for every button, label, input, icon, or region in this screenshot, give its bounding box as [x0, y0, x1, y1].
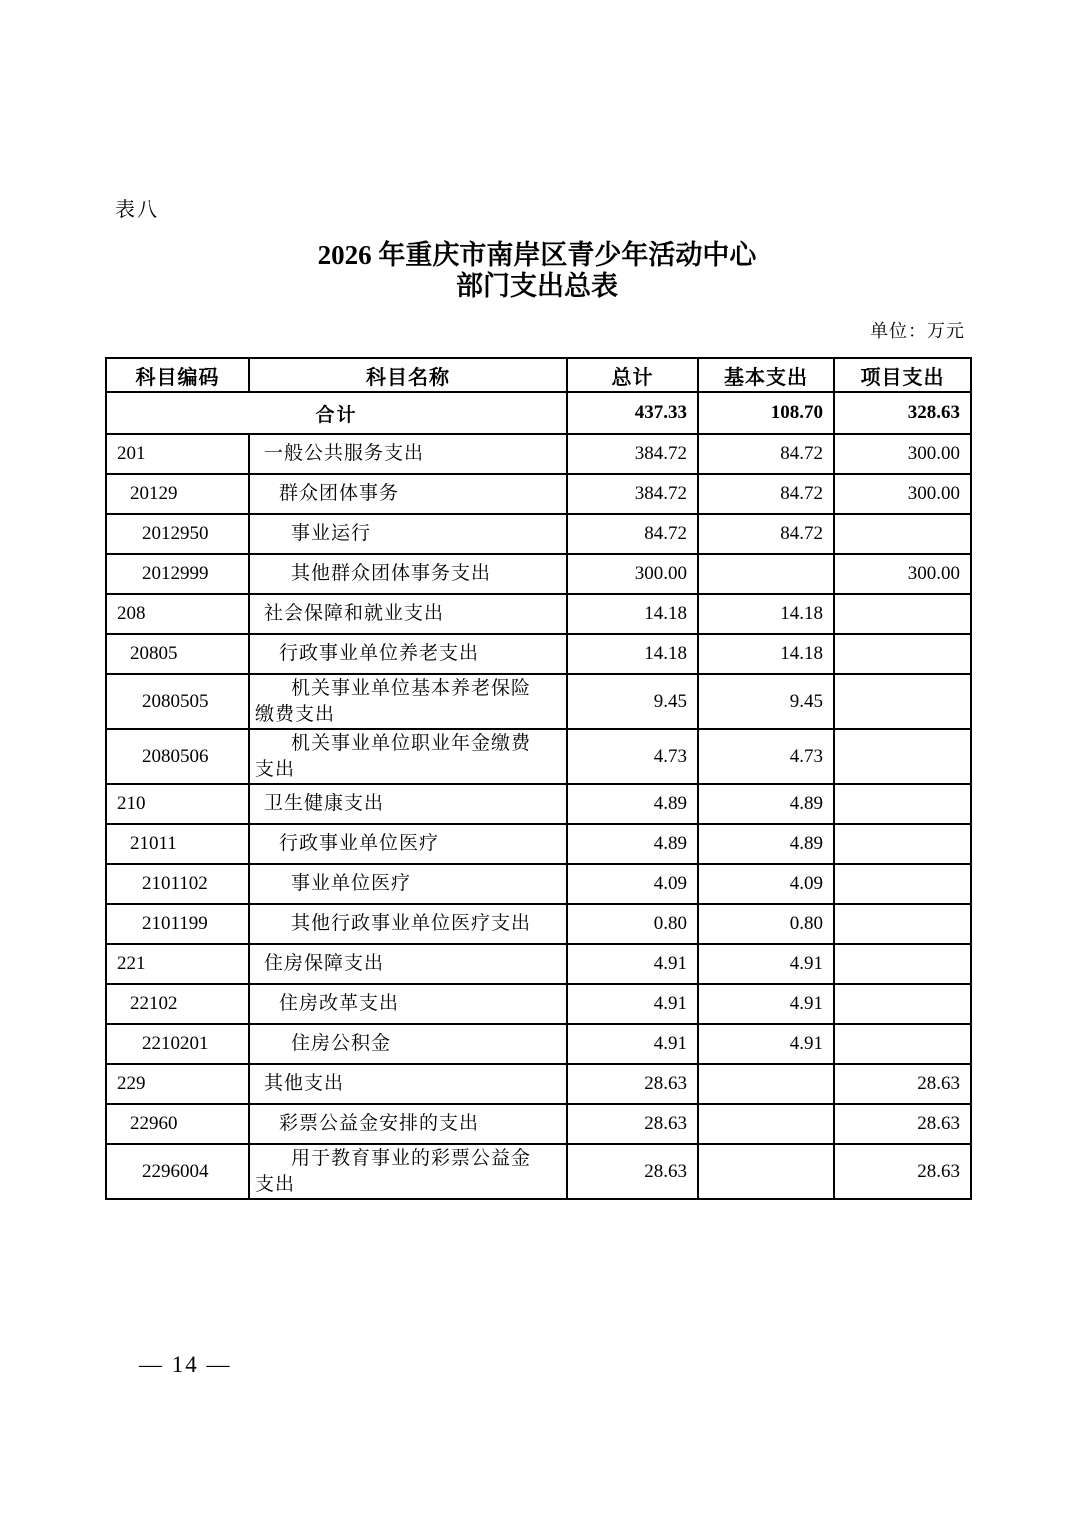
project-cell: [834, 729, 971, 784]
code-cell: 20805: [106, 634, 249, 674]
basic-cell: 4.89: [698, 824, 834, 864]
code-cell: 2080505: [106, 674, 249, 729]
name-cell: 一般公共服务支出: [249, 434, 567, 474]
table-row: [106, 784, 971, 824]
unit-note: 单位：万元: [870, 321, 965, 341]
document-title: [0, 240, 1074, 302]
total-cell: 28.63: [567, 1144, 698, 1199]
total-cell: 84.72: [567, 514, 698, 554]
total-cell: 4.91: [567, 1024, 698, 1064]
total-cell: 9.45: [567, 674, 698, 729]
total-cell: 14.18: [567, 594, 698, 634]
code-cell: 2012999: [106, 554, 249, 594]
table-number-label: 表八: [115, 199, 159, 221]
document-title-line2: 部门支出总表: [456, 271, 618, 301]
grand-total-project-cell: 328.63: [834, 392, 971, 434]
table-row: [106, 514, 971, 554]
header-cell-subject-name: 科目名称: [249, 358, 567, 392]
table-row: [106, 1024, 971, 1064]
code-cell: 22960: [106, 1104, 249, 1144]
code-cell: 2296004: [106, 1144, 249, 1199]
total-cell: 28.63: [567, 1104, 698, 1144]
code-cell: 2012950: [106, 514, 249, 554]
code-cell: 229: [106, 1064, 249, 1104]
total-cell: 4.89: [567, 784, 698, 824]
code-cell: 2210201: [106, 1024, 249, 1064]
basic-cell: 4.73: [698, 729, 834, 784]
basic-cell: [698, 554, 834, 594]
total-cell: 14.18: [567, 634, 698, 674]
total-cell: 28.63: [567, 1064, 698, 1104]
basic-cell: 14.18: [698, 594, 834, 634]
total-cell: 4.09: [567, 864, 698, 904]
project-cell: 300.00: [834, 474, 971, 514]
table-row: [106, 474, 971, 514]
header-cell-total: 总计: [567, 358, 698, 392]
grand-total-basic-cell: 108.70: [698, 392, 834, 434]
project-cell: [834, 514, 971, 554]
code-cell: 221: [106, 944, 249, 984]
name-cell: 事业运行: [249, 514, 567, 554]
table-row: [106, 1104, 971, 1144]
table-row: [106, 984, 971, 1024]
code-cell: 21011: [106, 824, 249, 864]
total-cell: 300.00: [567, 554, 698, 594]
table-row: [106, 1064, 971, 1104]
table-row: [106, 554, 971, 594]
basic-cell: 84.72: [698, 514, 834, 554]
name-cell: 住房改革支出: [249, 984, 567, 1024]
basic-cell: 9.45: [698, 674, 834, 729]
basic-cell: 4.09: [698, 864, 834, 904]
grand-total-label: 合计: [106, 392, 567, 434]
header-cell-project-expenditure: 项目支出: [834, 358, 971, 392]
project-cell: 28.63: [834, 1064, 971, 1104]
name-cell: 其他支出: [249, 1064, 567, 1104]
total-cell: 0.80: [567, 904, 698, 944]
table-row: [106, 434, 971, 474]
project-cell: [834, 824, 971, 864]
table-row: [106, 864, 971, 904]
code-cell: 210: [106, 784, 249, 824]
basic-cell: 4.91: [698, 1024, 834, 1064]
project-cell: [834, 594, 971, 634]
name-cell: 行政事业单位医疗: [249, 824, 567, 864]
project-cell: 300.00: [834, 434, 971, 474]
table-row: [106, 594, 971, 634]
code-cell: 208: [106, 594, 249, 634]
table-row: [106, 634, 971, 674]
grand-total-row: [106, 392, 971, 434]
total-cell: 4.73: [567, 729, 698, 784]
total-cell: 4.91: [567, 944, 698, 984]
project-cell: [834, 864, 971, 904]
table-row: [106, 729, 971, 784]
table-row: [106, 1144, 971, 1199]
name-cell: 行政事业单位养老支出: [249, 634, 567, 674]
total-cell: 4.89: [567, 824, 698, 864]
project-cell: 28.63: [834, 1144, 971, 1199]
total-cell: 384.72: [567, 434, 698, 474]
document-title-line1: 2026 年重庆市南岸区青少年活动中心: [317, 240, 757, 270]
project-cell: [834, 1024, 971, 1064]
project-cell: 28.63: [834, 1104, 971, 1144]
basic-cell: 84.72: [698, 434, 834, 474]
code-cell: 20129: [106, 474, 249, 514]
project-cell: [834, 984, 971, 1024]
table-row: [106, 904, 971, 944]
project-cell: [834, 784, 971, 824]
name-cell: 卫生健康支出: [249, 784, 567, 824]
project-cell: [834, 944, 971, 984]
name-cell: 机关事业单位职业年金缴费支出: [249, 729, 567, 784]
project-cell: 300.00: [834, 554, 971, 594]
name-cell: 住房保障支出: [249, 944, 567, 984]
basic-cell: 84.72: [698, 474, 834, 514]
project-cell: [834, 674, 971, 729]
project-cell: [834, 904, 971, 944]
basic-cell: 4.89: [698, 784, 834, 824]
name-cell: 其他行政事业单位医疗支出: [249, 904, 567, 944]
basic-cell: [698, 1144, 834, 1199]
table-row: [106, 674, 971, 729]
page-number: — 14 —: [139, 1352, 232, 1377]
project-cell: [834, 634, 971, 674]
table-row: [106, 944, 971, 984]
name-cell: 其他群众团体事务支出: [249, 554, 567, 594]
basic-cell: 4.91: [698, 944, 834, 984]
table-header-row: [106, 358, 971, 392]
header-cell-basic-expenditure: 基本支出: [698, 358, 834, 392]
header-cell-subject-code: 科目编码: [106, 358, 249, 392]
name-cell: 机关事业单位基本养老保险缴费支出: [249, 674, 567, 729]
code-cell: 201: [106, 434, 249, 474]
basic-cell: 4.91: [698, 984, 834, 1024]
total-cell: 384.72: [567, 474, 698, 514]
table-row: [106, 824, 971, 864]
code-cell: 2101199: [106, 904, 249, 944]
code-cell: 2101102: [106, 864, 249, 904]
code-cell: 2080506: [106, 729, 249, 784]
basic-cell: [698, 1104, 834, 1144]
expenditure-table: [105, 357, 972, 1200]
name-cell: 住房公积金: [249, 1024, 567, 1064]
name-cell: 群众团体事务: [249, 474, 567, 514]
name-cell: 事业单位医疗: [249, 864, 567, 904]
total-cell: 4.91: [567, 984, 698, 1024]
name-cell: 彩票公益金安排的支出: [249, 1104, 567, 1144]
basic-cell: 0.80: [698, 904, 834, 944]
grand-total-total-cell: 437.33: [567, 392, 698, 434]
name-cell: 用于教育事业的彩票公益金支出: [249, 1144, 567, 1199]
basic-cell: [698, 1064, 834, 1104]
code-cell: 22102: [106, 984, 249, 1024]
basic-cell: 14.18: [698, 634, 834, 674]
name-cell: 社会保障和就业支出: [249, 594, 567, 634]
